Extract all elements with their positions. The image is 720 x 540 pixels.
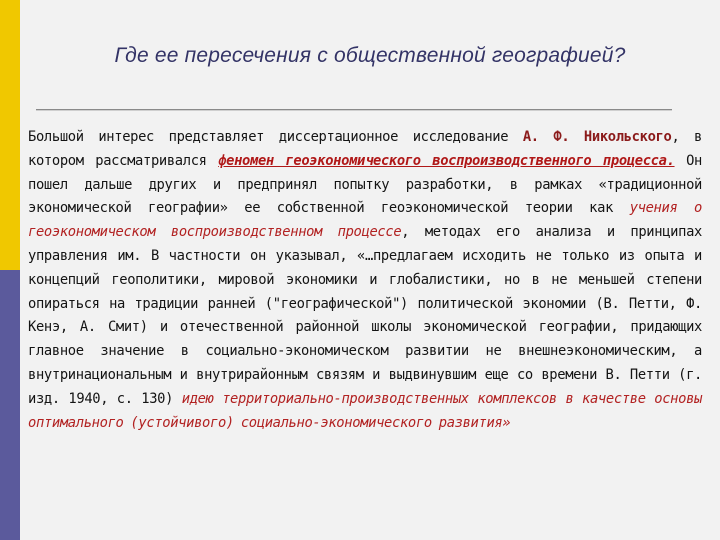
- text-intro: Большой интерес представляет диссертационное исследование: [28, 129, 523, 145]
- phenomenon-highlight: феномен геоэкономического воспроизводственного процесса.: [218, 152, 675, 169]
- accent-bar-bottom: [0, 270, 20, 540]
- accent-bar-top: [0, 0, 20, 270]
- slide-title: Где ее пересечения с общественной географией?: [114, 44, 626, 67]
- body-paragraph: [28, 126, 702, 435]
- text-segment-2: , в котором рассматривался: [28, 129, 702, 169]
- teaching-highlight: учения о геоэкономическом воспроизводственном процессе: [28, 200, 703, 241]
- author-name: А. Ф. Никольского: [522, 129, 672, 145]
- text-segment-3: Он пошел дальше других и предпринял попытку разработки, в рамках «традиционной экономической географии» ее собственной геоэкономической теории как: [28, 152, 702, 217]
- title-divider: [36, 109, 672, 111]
- idea-highlight: идею территориально-производственных комплексов в качестве основы оптимального (устойчивого) социально-экономического развития»: [28, 390, 702, 431]
- text-segment-4: , методах его анализа и принципах управления им. В частности он указывал, «…предлагаем исходить не только из опыта и концепций геополитики, мировой экономики и глобалистики, но в не меньшей степени опираться на традиции ранней ("географической") политической экономии (В. Петти, Ф. Кенэ, А. Смит) и отечественной районной школы экономической географии, придающих главное значение в социально-экономическом развитии не внешнеэкономическим, а внутринациональным и внутрирайонным связям и выдвинувшим еще со времени В. Петти (г. изд. 1940, с. 130): [28, 224, 702, 407]
